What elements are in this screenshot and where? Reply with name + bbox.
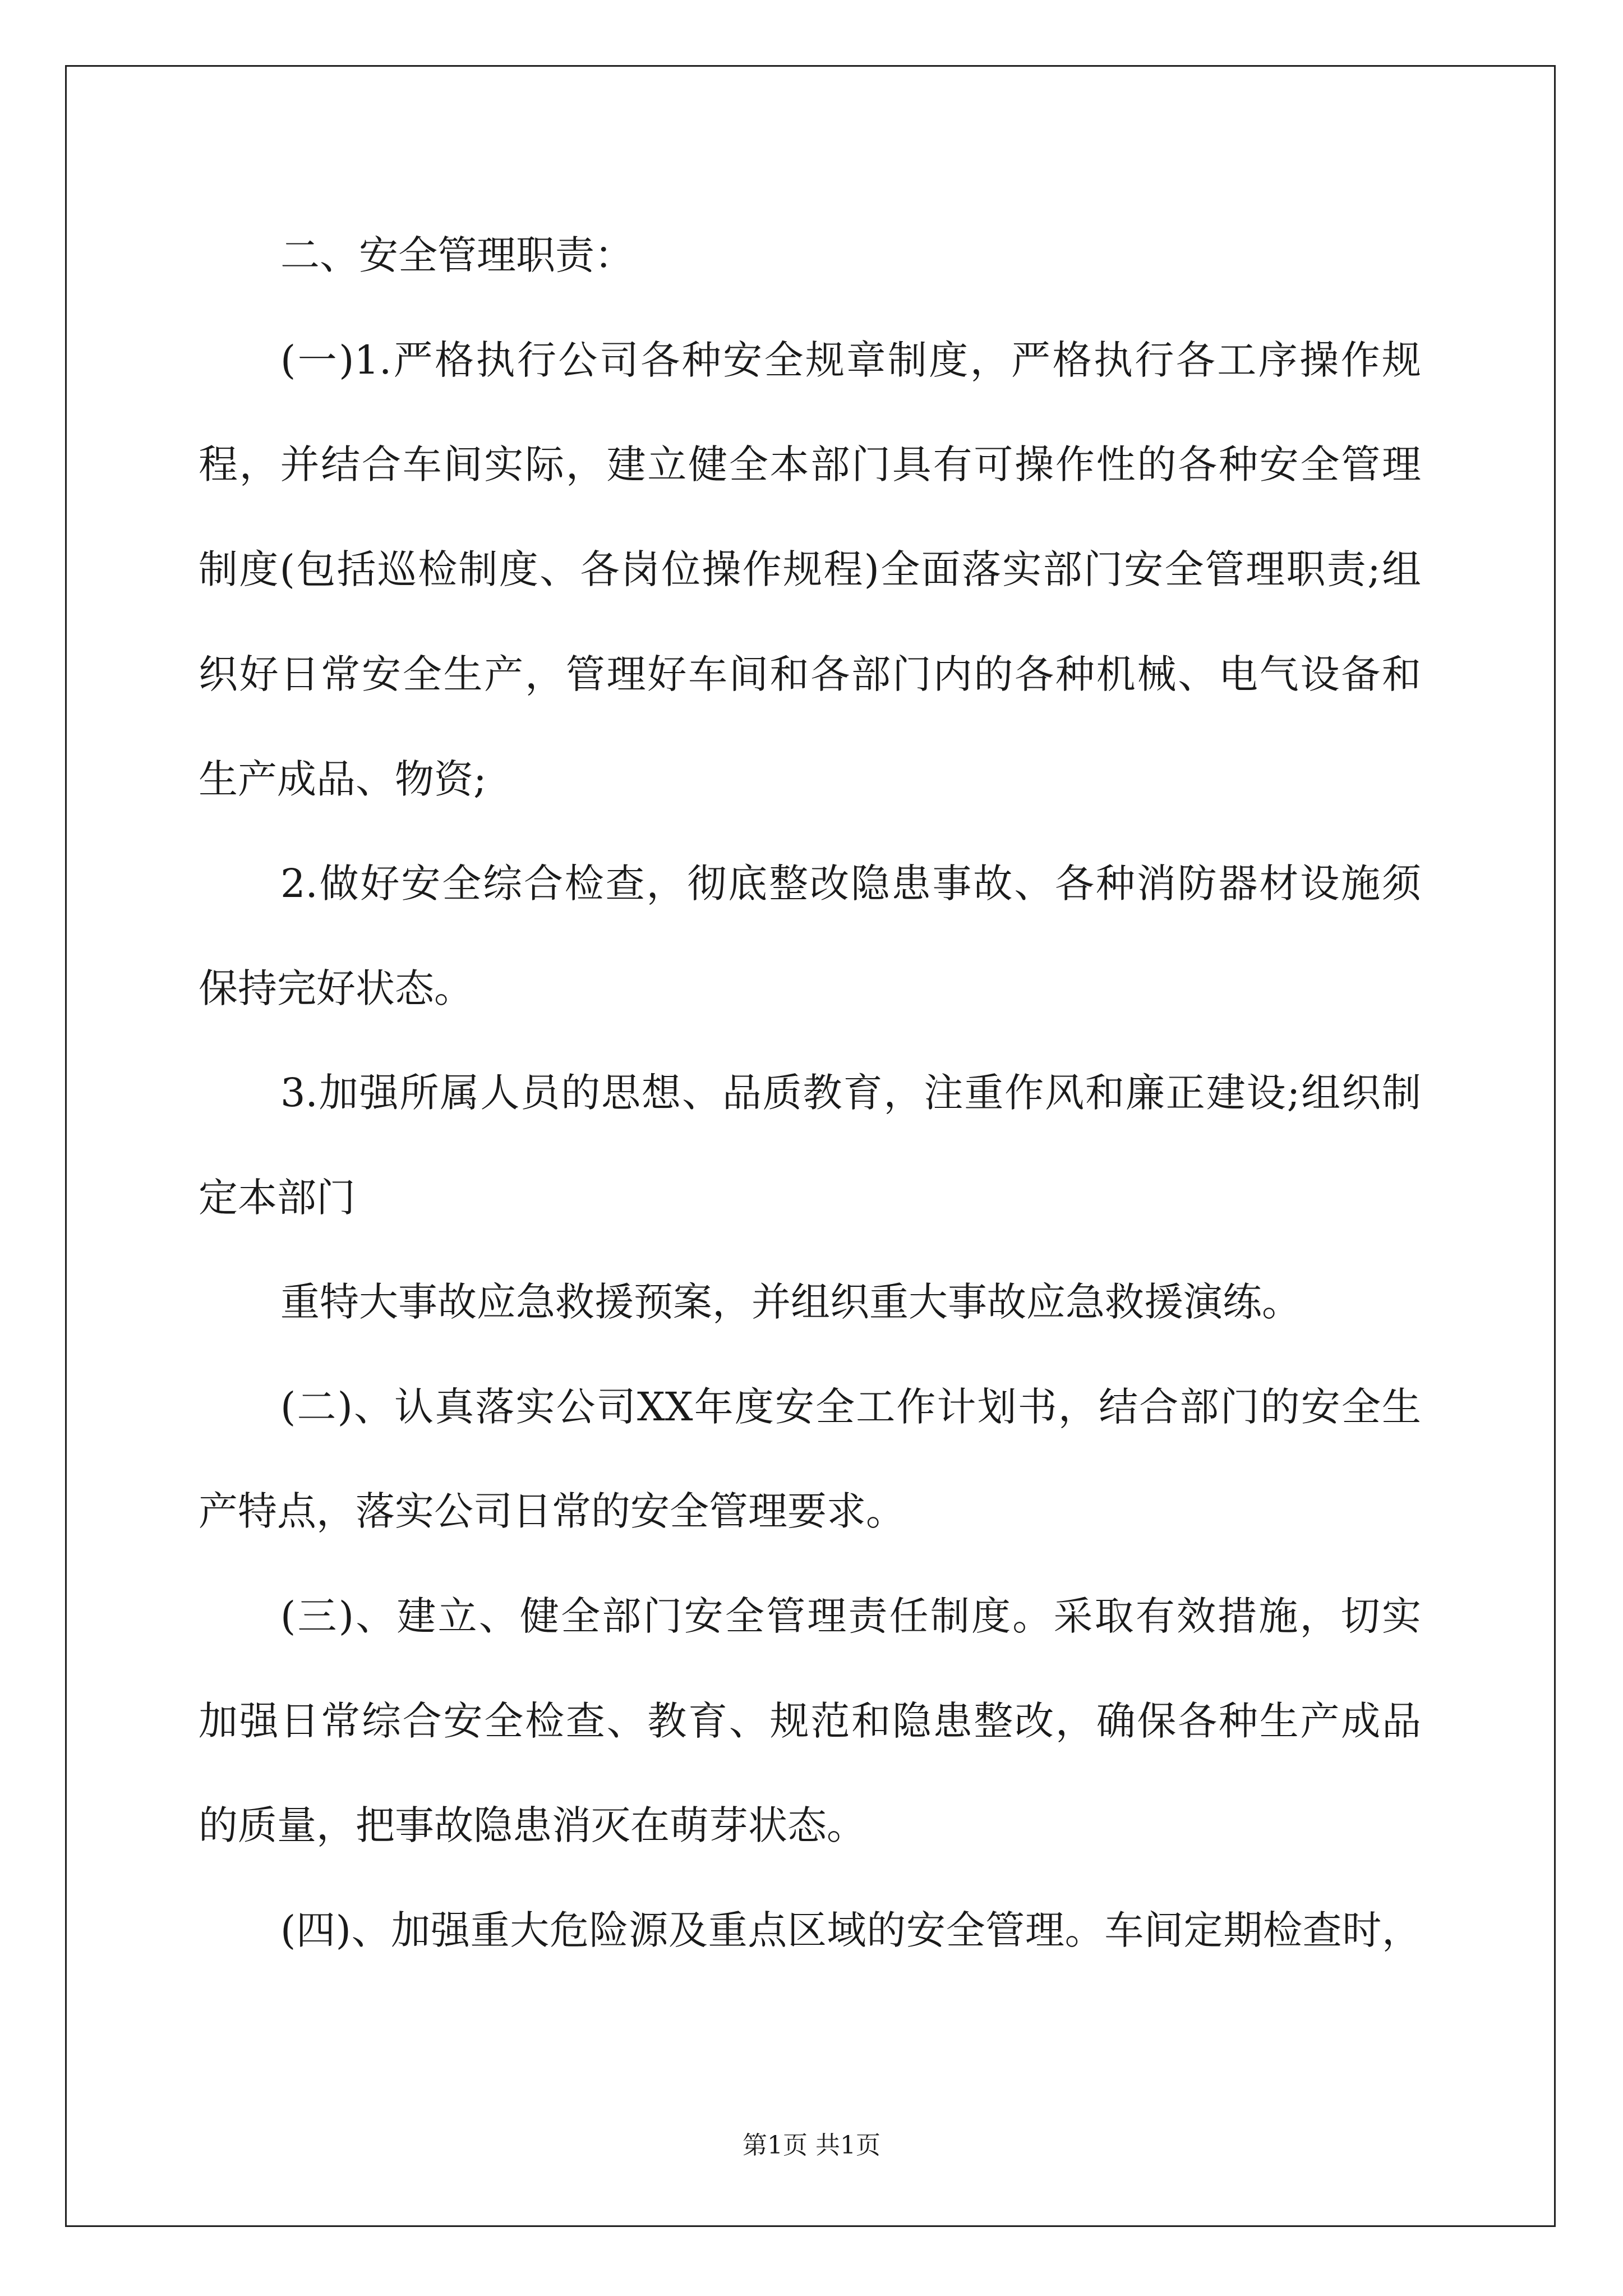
paragraph-line: 保持完好状态。 [199, 965, 473, 1011]
paragraph-line: 程，并结合车间实际，建立健全本部门具有可操作性的各种安全管理 [199, 441, 1421, 487]
paragraph-line: (二)、认真落实公司XX年度安全工作计划书，结合部门的安全生 [280, 1384, 1421, 1430]
paragraph-line: 产特点，落实公司日常的安全管理要求。 [199, 1488, 905, 1534]
paragraph-line: 3.加强所属人员的思想、品质教育，注重作风和廉正建设;组织制 [280, 1070, 1421, 1116]
paragraph-line: 的质量，把事故隐患消灭在萌芽状态。 [199, 1802, 866, 1848]
paragraph-line: (四)、加强重大危险源及重点区域的安全管理。车间定期检查时， [280, 1907, 1421, 1953]
page-footer: 第1页 共1页 [743, 2131, 880, 2160]
paragraph-line: 重特大事故应急救援预案，并组织重大事故应急救援演练。 [280, 1279, 1301, 1325]
paragraph-line: 制度(包括巡检制度、各岗位操作规程)全面落实部门安全管理职责;组 [199, 546, 1421, 592]
paragraph-line: 加强日常综合安全检查、教育、规范和隐患整改，确保各种生产成品 [199, 1698, 1421, 1744]
page-border [65, 65, 1556, 2227]
paragraph-line: 织好日常安全生产，管理好车间和各部门内的各种机械、电气设备和 [199, 651, 1421, 697]
section-heading: 二、安全管理职责： [280, 232, 634, 278]
paragraph-line: 定本部门 [199, 1175, 356, 1221]
paragraph-line: 2.做好安全综合检查，彻底整改隐患事故、各种消防器材设施须 [280, 861, 1421, 907]
paragraph-line: (三)、建立、健全部门安全管理责任制度。采取有效措施，切实 [280, 1593, 1421, 1639]
paragraph-line: (一)1.严格执行公司各种安全规章制度，严格执行各工序操作规 [280, 337, 1421, 383]
paragraph-line: 生产成品、物资; [199, 756, 487, 802]
